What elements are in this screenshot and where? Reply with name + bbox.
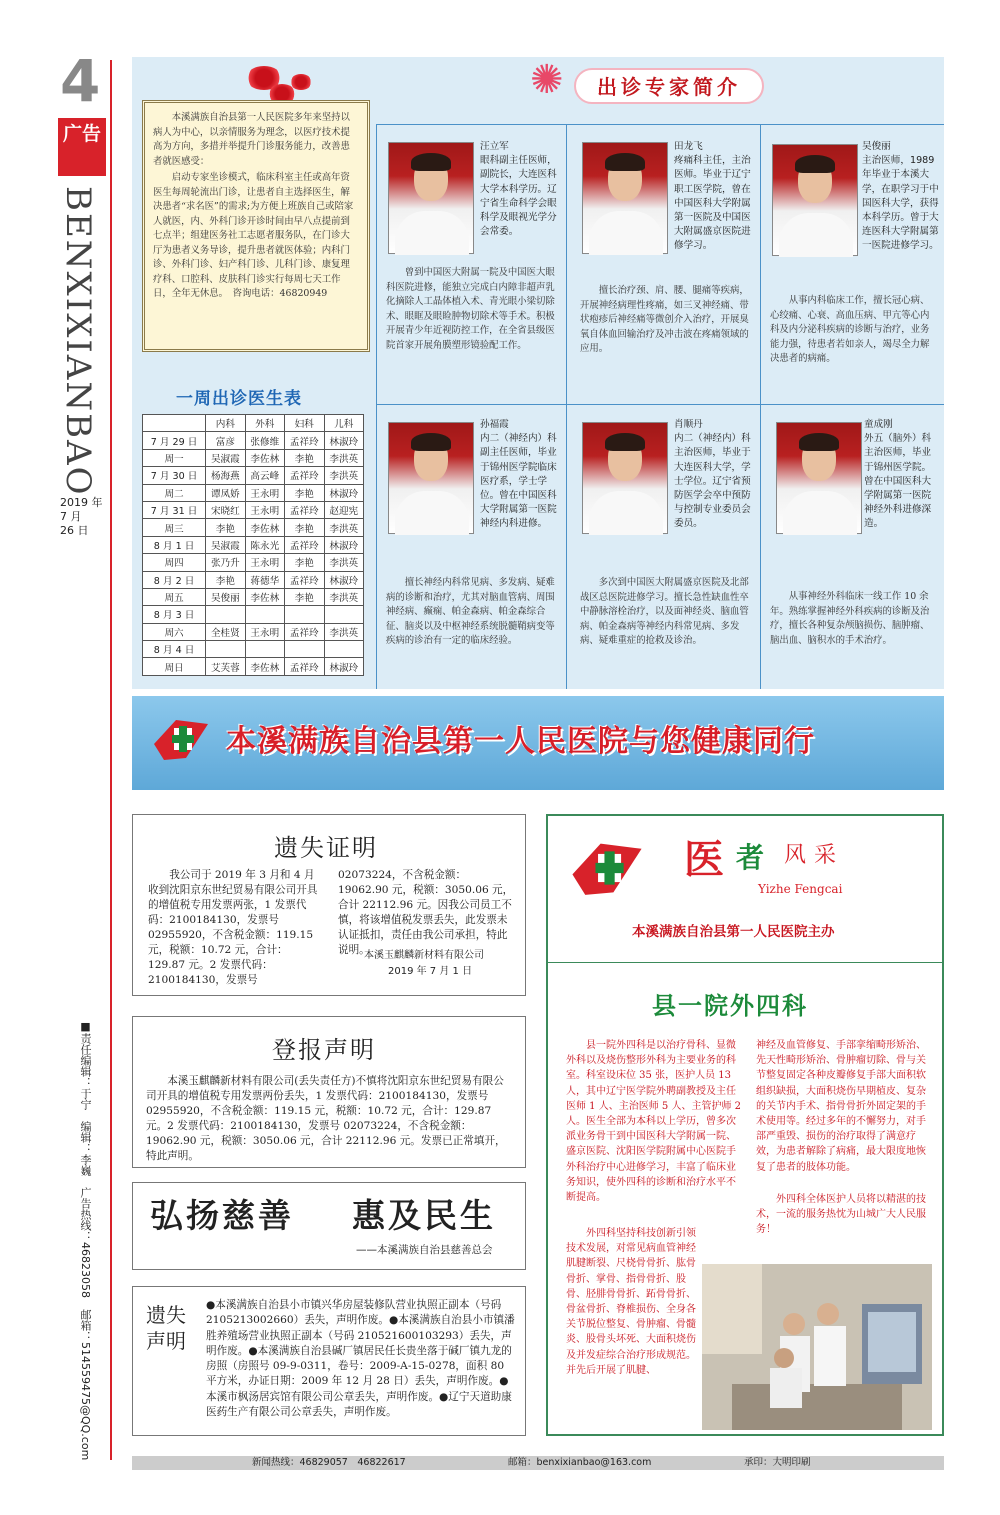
expert-photo bbox=[772, 144, 858, 256]
feature-text: 外四科坚持科技创新引领技术发展，对常见病血管神经肌腱断裂、尺桡骨骨折、肱骨骨折、掌骨、指骨骨折、股骨、胫腓骨骨折、跖骨骨折、骨盆骨折、脊椎损伤、全身各关节脱位整复、骨肿瘤、骨髓炎、股骨头坏死、大面积烧伤及并发症综合治疗形成规范。并先后开展了肌腱、 bbox=[566, 1228, 696, 1376]
footer-news-hotline: 新闻热线：46829057 46822617 bbox=[252, 1457, 406, 1468]
schedule-cell: 李艳 bbox=[285, 484, 324, 501]
issue-date-month: 7 月 bbox=[60, 510, 82, 523]
intro-box bbox=[142, 100, 370, 352]
column-header: 妇科 bbox=[285, 415, 324, 432]
schedule-cell: 宋晓红 bbox=[206, 501, 245, 518]
schedule-cell: 李洪英 bbox=[324, 519, 364, 536]
schedule-cell: 李佐林 bbox=[245, 519, 284, 536]
column-header bbox=[143, 415, 206, 432]
schedule-cell: 孟祥玲 bbox=[285, 658, 324, 675]
expert-photo bbox=[776, 422, 862, 534]
feature-pinyin: Yizhe Fengcai bbox=[758, 882, 843, 896]
charity-slogan: 弘扬慈善 bbox=[150, 1196, 294, 1235]
schedule-cell: 张乃升 bbox=[206, 554, 245, 571]
snowflake-icon: ✺ bbox=[530, 57, 564, 103]
feature-text: 神经及血管修复、手部挛缩畸形矫治、先天性畸形矫治、骨肿瘤切除、骨与关节整复固定各种皮瓣修复手部大面积软组织缺损，大面积烧伤早期植皮、复杂的关节内手术、指骨骨折外固定架的手术使用等。经过多年的不懈努力，对手部严重毁、损伤的治疗取得了满意疗效，为患者解除了病痛，最大限度地恢复了患者的肢体功能。 bbox=[756, 1040, 926, 1173]
paper-name: BENXIXIANBAO bbox=[58, 186, 98, 497]
charity-slogan: 惠及民生 bbox=[352, 1196, 496, 1235]
schedule-cell: 孟祥玲 bbox=[285, 536, 324, 553]
table-row bbox=[143, 449, 364, 466]
issue-date bbox=[60, 496, 108, 538]
flower-icon bbox=[290, 74, 312, 90]
schedule-cell: 孟祥玲 bbox=[285, 501, 324, 518]
notice-date: 2019 年 7 月 1 日 bbox=[388, 966, 473, 977]
schedule-cell: 孟祥玲 bbox=[285, 432, 324, 449]
schedule-cell bbox=[206, 641, 245, 658]
schedule-cell bbox=[285, 641, 324, 658]
feature-dept-title: 县一院外四科 bbox=[652, 992, 808, 1020]
expert-card bbox=[574, 414, 754, 686]
schedule-cell bbox=[206, 606, 245, 623]
intro-paragraph: 本溪满族自治县第一人民医院多年来坚持以病人为中心，以亲情服务为理念，以医疗技术提高为方向，多措并举提升门诊服务能力，改善患者就医感受： bbox=[153, 112, 350, 167]
section-label: 广告 bbox=[62, 123, 101, 145]
schedule-cell: 林淑玲 bbox=[324, 536, 364, 553]
schedule-day: 周三 bbox=[143, 519, 206, 536]
grid-line bbox=[376, 124, 944, 125]
grid-line bbox=[376, 124, 377, 689]
schedule-cell: 谭凤娇 bbox=[206, 484, 245, 501]
schedule-day: 周一 bbox=[143, 449, 206, 466]
schedule-cell: 王永明 bbox=[245, 623, 284, 640]
schedule-body bbox=[143, 432, 364, 675]
schedule-cell: 蒋德华 bbox=[245, 571, 284, 588]
expert-desc: 曾到中国医大附属一院及中国医大眼科医院进修，能独立完成白内障非超声乳化摘除人工晶体植入术、青光眼小梁切除术、眼眶及眼睑肿物切除术等手术。积极开展青少年近视防控工作，在全省县级医院首家开展角膜塑形镜验配工作。 bbox=[386, 267, 555, 351]
schedule-cell: 高云峰 bbox=[245, 467, 284, 484]
schedule-cell: 林淑玲 bbox=[324, 658, 364, 675]
schedule-cell: 王永明 bbox=[245, 554, 284, 571]
notice-text: 本溪玉麒麟新材料有限公司(丢失责任方)不慎将沈阳京东世纪贸易有限公司开具的增值税专用发票两份丢失，1 发票代码：2100184130，发票号 02955920，不含税金额：119.15 元，税额：10.72 元，合计：129.87 元。2 发票代码：2100184130，发票号 02073224，不含税金额：19062.90 元，税额：3050.06 元，合计 22112.96 元。发票已正常填开，特此声明。 bbox=[146, 1075, 506, 1162]
schedule-cell: 张修维 bbox=[245, 432, 284, 449]
schedule-cell: 孟祥玲 bbox=[285, 623, 324, 640]
schedule-cell bbox=[324, 606, 364, 623]
schedule-cell: 李洪英 bbox=[324, 588, 364, 605]
table-row bbox=[143, 501, 364, 518]
schedule-table bbox=[142, 414, 364, 676]
schedule-day: 周二 bbox=[143, 484, 206, 501]
schedule-day: 周五 bbox=[143, 588, 206, 605]
schedule-cell: 李佐林 bbox=[245, 658, 284, 675]
schedule-cell: 吴淑霞 bbox=[206, 449, 245, 466]
schedule-cell: 吴淑霞 bbox=[206, 536, 245, 553]
doctors-photo bbox=[702, 1264, 932, 1430]
schedule-cell: 孟祥玲 bbox=[285, 467, 324, 484]
table-row bbox=[143, 467, 364, 484]
table-row bbox=[143, 571, 364, 588]
schedule-cell: 杨海燕 bbox=[206, 467, 245, 484]
notice-signature: 本溪玉麒麟新材料有限公司 bbox=[364, 950, 484, 961]
schedule-cell: 吴俊丽 bbox=[206, 588, 245, 605]
expert-card bbox=[574, 134, 754, 400]
table-row bbox=[143, 658, 364, 675]
schedule-cell: 赵迎宪 bbox=[324, 501, 364, 518]
page-footer bbox=[132, 1456, 944, 1470]
column-header: 外科 bbox=[245, 415, 284, 432]
hospital-logo-icon bbox=[562, 836, 652, 900]
notice-text: 我公司于 2019 年 3 月和 4 月收到沈阳京东世纪贸易有限公司开具的增值税专用发票两张，1 发票代码：2100184130，发票号 02955920，不含税金额：119.15 元，税额：10.72 元，合计：129.87 元。2 发票代码：2100184130，发票号 bbox=[148, 869, 318, 986]
grid-line bbox=[760, 124, 761, 689]
schedule-day: 8 月 4 日 bbox=[143, 641, 206, 658]
expert-desc: 从事神经外科临床一线工作 10 余年。熟练掌握神经外科疾病的诊断及治疗，擅长各种复杂颅脑损伤、脑肿瘤、脑出血、脑积水的手术治疗。 bbox=[770, 591, 930, 646]
footer-printer: 承印：大明印刷 bbox=[744, 1457, 811, 1468]
table-row bbox=[143, 519, 364, 536]
table-row bbox=[143, 554, 364, 571]
schedule-cell: 李洪英 bbox=[324, 554, 364, 571]
schedule-day: 7 月 30 日 bbox=[143, 467, 206, 484]
expert-card bbox=[768, 134, 940, 400]
table-row bbox=[143, 623, 364, 640]
schedule-day: 8 月 3 日 bbox=[143, 606, 206, 623]
issue-date-day: 26 日 bbox=[60, 524, 89, 537]
schedule-day: 8 月 2 日 bbox=[143, 571, 206, 588]
notice-title: 登报声明 bbox=[272, 1036, 376, 1064]
expert-photo bbox=[582, 422, 668, 534]
feature-title-char: 风采 bbox=[784, 843, 845, 868]
expert-bio: 汪立军 眼科副主任医师，副院长，大连医科大学本科学历。辽宁省生命科学会眼科学及眼视光学分会常委。 bbox=[480, 141, 557, 238]
schedule-day: 7 月 29 日 bbox=[143, 432, 206, 449]
footer-email: 邮箱：benxixianbao@163.com bbox=[508, 1457, 652, 1468]
feature-text: 县一院外四科是以治疗骨科、显微外科以及烧伤整形外科为主要业务的科室。科室设床位 35 张，医护人员 13 人，其中辽宁医学院外聘副教授及主任医师 1 人、主治医师 5 人、主管护师 2 人。医生全部为本科以上学历，曾多次派业务骨干到中国医科大学附属一院、盛京医院、沈阳医学院附属中心医院手外科治疗中心进修学习，丰富了临床业务知识，使外四科的诊断和治疗水平不断提高。 bbox=[566, 1040, 741, 1204]
schedule-cell: 李艳 bbox=[285, 519, 324, 536]
notice-text: ●本溪满族自治县小市镇兴华房屋装修队营业执照正副本（号码 2105213002660）丢失，声明作废。●本溪满族自治县小市镇潘胜养殖场营业执照正副本（号码 210521600103293）丢失，声明作废。●本溪满族自治县碱厂镇居民任长贵坐落于碱厂镇九龙的房照（房照号 09-9-0311，卷号：2009-A-15-0278，面积 80 平方米，办证日期：2009 年 12 月 28 日）丢失，声明作废。●本溪市枫汤居宾馆有限公司公章丢失，声明作废。●辽宁天道助康医药生产有限公司公章丢失，声明作废。 bbox=[206, 1299, 515, 1419]
page-number: 4 bbox=[60, 47, 101, 115]
notice-label: 遗失 声明 bbox=[146, 1303, 186, 1353]
schedule-cell: 艾芙蓉 bbox=[206, 658, 245, 675]
issue-date-year: 2019 年 bbox=[60, 496, 103, 509]
schedule-cell: 林淑玲 bbox=[324, 484, 364, 501]
expert-desc: 从事内科临床工作，擅长冠心病、心绞痛、心衰、高血压病、甲亢等心内科及内分泌科疾病的诊断与治疗，业务能力强，待患者若如亲人，竭尽全力解决患者的病痛。 bbox=[770, 295, 930, 364]
expert-card bbox=[382, 414, 560, 686]
section-badge bbox=[58, 118, 106, 176]
schedule-cell: 李艳 bbox=[285, 449, 324, 466]
expert-photo bbox=[388, 142, 474, 254]
schedule-cell: 李艳 bbox=[285, 554, 324, 571]
schedule-cell bbox=[285, 606, 324, 623]
expert-bio: 童成刚 外五（脑外）科主治医师，毕业于锦州医学院。曾在中国医科大学附属第一医院神经外科进修深造。 bbox=[864, 419, 932, 530]
schedule-title: 一周出诊医生表 bbox=[176, 389, 302, 409]
column-header: 内科 bbox=[206, 415, 245, 432]
experts-title: 出诊专家简介 bbox=[574, 68, 764, 104]
schedule-cell bbox=[245, 606, 284, 623]
schedule-cell: 李艳 bbox=[206, 519, 245, 536]
schedule-cell: 王永明 bbox=[245, 501, 284, 518]
schedule-cell: 王永明 bbox=[245, 484, 284, 501]
schedule-cell bbox=[245, 641, 284, 658]
schedule-day: 7 月 31 日 bbox=[143, 501, 206, 518]
feature-title-char: 者 bbox=[736, 841, 765, 874]
notice-text: 02073224，不含税金额：19062.90 元，税额：3050.06 元，合计 22112.96 元。因我公司员工不慎，将该增值税发票丢失，此发票未认证抵扣，责任由我公司承担，特此说明。 bbox=[338, 869, 514, 956]
table-row bbox=[143, 641, 364, 658]
schedule-cell: 全桂贤 bbox=[206, 623, 245, 640]
column-header: 儿科 bbox=[324, 415, 364, 432]
schedule-cell: 孟祥玲 bbox=[285, 571, 324, 588]
expert-desc: 擅长治疗颈、肩、腰、腿痛等疾病，开展神经病理性疼痛，如三叉神经痛、带状疱疹后神经痛等微创介入治疗，开展臭氧自体血回输治疗及冲击波在疼痛领域的应用。 bbox=[580, 285, 749, 354]
schedule-cell: 陈永光 bbox=[245, 536, 284, 553]
expert-bio: 吴俊丽 主治医师，1989 年毕业于本溪大学，在职学习于中国医科大学，获得本科学历。曾于大连医科大学附属第一医院进修学习。 bbox=[862, 141, 939, 252]
notice-title: 遗失证明 bbox=[274, 834, 378, 862]
schedule-cell: 李佐林 bbox=[245, 588, 284, 605]
grid-line bbox=[376, 404, 944, 405]
hospital-logo-icon bbox=[146, 714, 216, 764]
expert-desc: 擅长神经内科常见病、多发病、疑难病的诊断和治疗，尤其对脑血管病、周围神经病、癫痫、帕金森病、帕金森综合征、脑炎以及中枢神经系统脱髓鞘病变等疾病的诊治有一定的临床经验。 bbox=[386, 577, 555, 646]
expert-card bbox=[768, 414, 940, 686]
schedule-day: 8 月 1 日 bbox=[143, 536, 206, 553]
table-row bbox=[143, 606, 364, 623]
feature-title-char: 医 bbox=[684, 837, 724, 883]
expert-photo bbox=[582, 142, 668, 254]
schedule-day: 周四 bbox=[143, 554, 206, 571]
schedule-day: 周日 bbox=[143, 658, 206, 675]
feature-host: 本溪满族自治县第一人民医院主办 bbox=[632, 924, 835, 940]
table-header-row bbox=[143, 415, 364, 432]
schedule-cell: 林淑玲 bbox=[324, 432, 364, 449]
schedule-cell: 李洪英 bbox=[324, 467, 364, 484]
expert-card bbox=[382, 134, 560, 400]
margin-rule bbox=[110, 60, 112, 1460]
editor-info: ■责任编辑：于宁 编辑：李巍 广告热线：46823058 邮箱：514559475@QQ.com bbox=[79, 1020, 92, 1461]
expert-photo bbox=[388, 422, 474, 534]
schedule-cell: 李佐林 bbox=[245, 449, 284, 466]
feature-text: 外四科全体医护人员将以精湛的技术，一流的服务热忱为山城广大人民服务！ bbox=[756, 1194, 926, 1236]
schedule-cell: 李艳 bbox=[285, 588, 324, 605]
table-row bbox=[143, 536, 364, 553]
grid-line bbox=[566, 124, 567, 689]
schedule-day: 周六 bbox=[143, 623, 206, 640]
schedule-cell: 李洪英 bbox=[324, 449, 364, 466]
table-row bbox=[143, 484, 364, 501]
expert-bio: 田龙飞 疼痛科主任，主治医师。毕业于辽宁职工医学院，曾在中国医科大学附属第一医院及中国医大附属盛京医院进修学习。 bbox=[674, 141, 751, 252]
schedule-cell: 李艳 bbox=[206, 571, 245, 588]
expert-desc: 多次到中国医大附属盛京医院及北部战区总医院进修学习。擅长急性缺血性卒中静脉溶栓治疗，以及面神经炎、脑血管病、帕金森病等神经内科常见病、多发病、疑难重症的抢救及诊治。 bbox=[580, 577, 749, 646]
expert-bio: 肖顺丹 内二（神经内）科主治医师，毕业于大连医科大学，学士学位。辽宁省预防医学会卒中预防与控制专业委员会委员。 bbox=[674, 419, 751, 530]
schedule-cell: 林淑玲 bbox=[324, 571, 364, 588]
banner-text: 本溪满族自治县第一人民医院与您健康同行 bbox=[226, 724, 815, 759]
charity-signature: ——本溪满族自治县慈善总会 bbox=[356, 1244, 493, 1256]
schedule-cell: 富彦 bbox=[206, 432, 245, 449]
schedule-cell bbox=[324, 641, 364, 658]
table-row bbox=[143, 432, 364, 449]
intro-paragraph: 启动专家坐诊模式，临床科室主任或高年资医生每周轮流出门诊，让患者自主选择医生，解决患者“求名医”的需求;为方便上班族自己或陪家人就医，内、外科门诊开诊时间由早八点提前到七点半；组建医务社工志愿者服务队，在门诊大厅为患者义务导诊，提升患者就医体验；内科门诊、外科门诊、妇产科门诊、儿科门诊、康复理疗科、口腔科、皮肤科门诊实行每周七天工作日，全年无休息。 咨询电话：46820949 bbox=[153, 172, 354, 299]
table-row bbox=[143, 588, 364, 605]
feature-divider bbox=[548, 962, 942, 963]
schedule-cell: 李洪英 bbox=[324, 623, 364, 640]
expert-bio: 孙福霞 内二（神经内）科副主任医师，毕业于锦州医学院临床医疗系，学士学位。曾在中国医科大学附属第一医院神经内科进修。 bbox=[480, 419, 557, 530]
